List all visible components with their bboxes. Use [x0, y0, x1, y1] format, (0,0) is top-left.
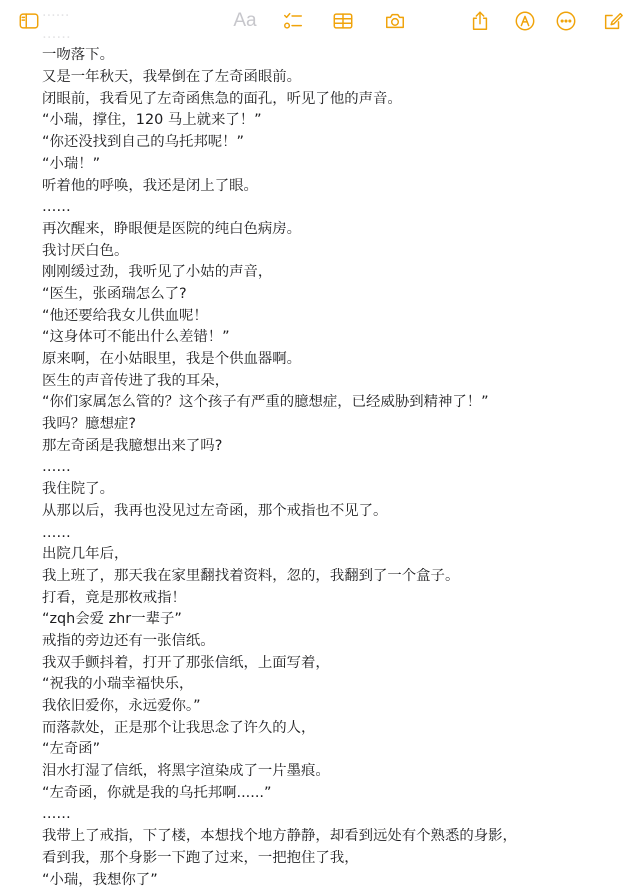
note-line: “祝我的小瑞幸福快乐，	[42, 674, 632, 696]
note-line: 一吻落下。	[42, 45, 632, 67]
note-line: 我住院了。	[42, 479, 632, 501]
note-line: 再次醒来，睁眼便是医院的纯白色病房。	[42, 219, 632, 241]
note-line: ……	[42, 523, 632, 545]
note-line: “小瑞！”	[42, 154, 632, 176]
note-line: 而落款处，正是那个让我思念了许久的人，	[42, 718, 632, 740]
note-line: “小瑞，撑住，120 马上就来了！”	[42, 110, 632, 132]
note-line: “你还没找到自己的乌托邦呢！”	[42, 132, 632, 154]
note-line: 原来啊，在小姑眼里，我是个供血器啊。	[42, 349, 632, 371]
note-line: 我依旧爱你，永远爱你。”	[42, 696, 632, 718]
note-body[interactable]	[42, 2, 632, 837]
toolbar	[0, 0, 640, 42]
note-line: “小瑞，我想你了”	[42, 870, 632, 891]
sidebar-icon[interactable]	[16, 8, 42, 34]
note-line: 我上班了，那天我在家里翻找着资料，忽的，我翻到了一个盒子。	[42, 566, 632, 588]
note-line: 从那以后，我再也没见过左奇函，那个戒指也不见了。	[42, 501, 632, 523]
table-icon[interactable]	[330, 8, 356, 34]
note-line: 我吗？臆想症?	[42, 414, 632, 436]
compose-icon[interactable]	[600, 8, 626, 34]
note-line: 闭眼前，我看见了左奇函焦急的面孔，听见了他的声音。	[42, 89, 632, 111]
note-line: “zqh会爱 zhr一辈子”	[42, 609, 632, 631]
markup-pen-icon[interactable]	[512, 8, 538, 34]
note-line: “左奇函”	[42, 739, 632, 761]
share-icon[interactable]	[467, 8, 493, 34]
more-icon[interactable]	[553, 8, 579, 34]
format-text-icon[interactable]: Aa	[233, 10, 257, 32]
note-line: 我双手颤抖着，打开了那张信纸，上面写着，	[42, 653, 632, 675]
note-line: “医生，张函瑞怎么了?	[42, 284, 632, 306]
note-line: 那左奇函是我臆想出来了吗?	[42, 436, 632, 458]
note-line: 我带上了戒指，下了楼，本想找个地方静静，却看到远处有个熟悉的身影，	[42, 826, 632, 848]
note-line: “他还要给我女儿供血呢！	[42, 306, 632, 328]
note-line: “这身体可不能出什么差错！”	[42, 327, 632, 349]
note-line: 又是一年秋天，我晕倒在了左奇函眼前。	[42, 67, 632, 89]
note-line: 出院几年后，	[42, 544, 632, 566]
note-line: 听着他的呼唤，我还是闭上了眼。	[42, 176, 632, 198]
checklist-icon[interactable]	[280, 8, 306, 34]
camera-icon[interactable]	[382, 8, 408, 34]
note-line: ……	[42, 804, 632, 826]
note-line: 我讨厌白色。	[42, 241, 632, 263]
note-line: 打看，竟是那枚戒指！	[42, 588, 632, 610]
note-line: 泪水打湿了信纸，将黑字渲染成了一片墨痕。	[42, 761, 632, 783]
note-line: 戒指的旁边还有一张信纸。	[42, 631, 632, 653]
note-line: ……	[42, 457, 632, 479]
note-line: ……	[42, 197, 632, 219]
note-line: “你们家属怎么管的？这个孩子有严重的臆想症，已经威胁到精神了！”	[42, 392, 632, 414]
note-line: “左奇函，你就是我的乌托邦啊......”	[42, 783, 632, 805]
note-line: 看到我，那个身影一下跑了过来，一把抱住了我，	[42, 848, 632, 870]
note-line: 刚刚缓过劲，我听见了小姑的声音，	[42, 262, 632, 284]
note-line: 医生的声音传进了我的耳朵，	[42, 371, 632, 393]
